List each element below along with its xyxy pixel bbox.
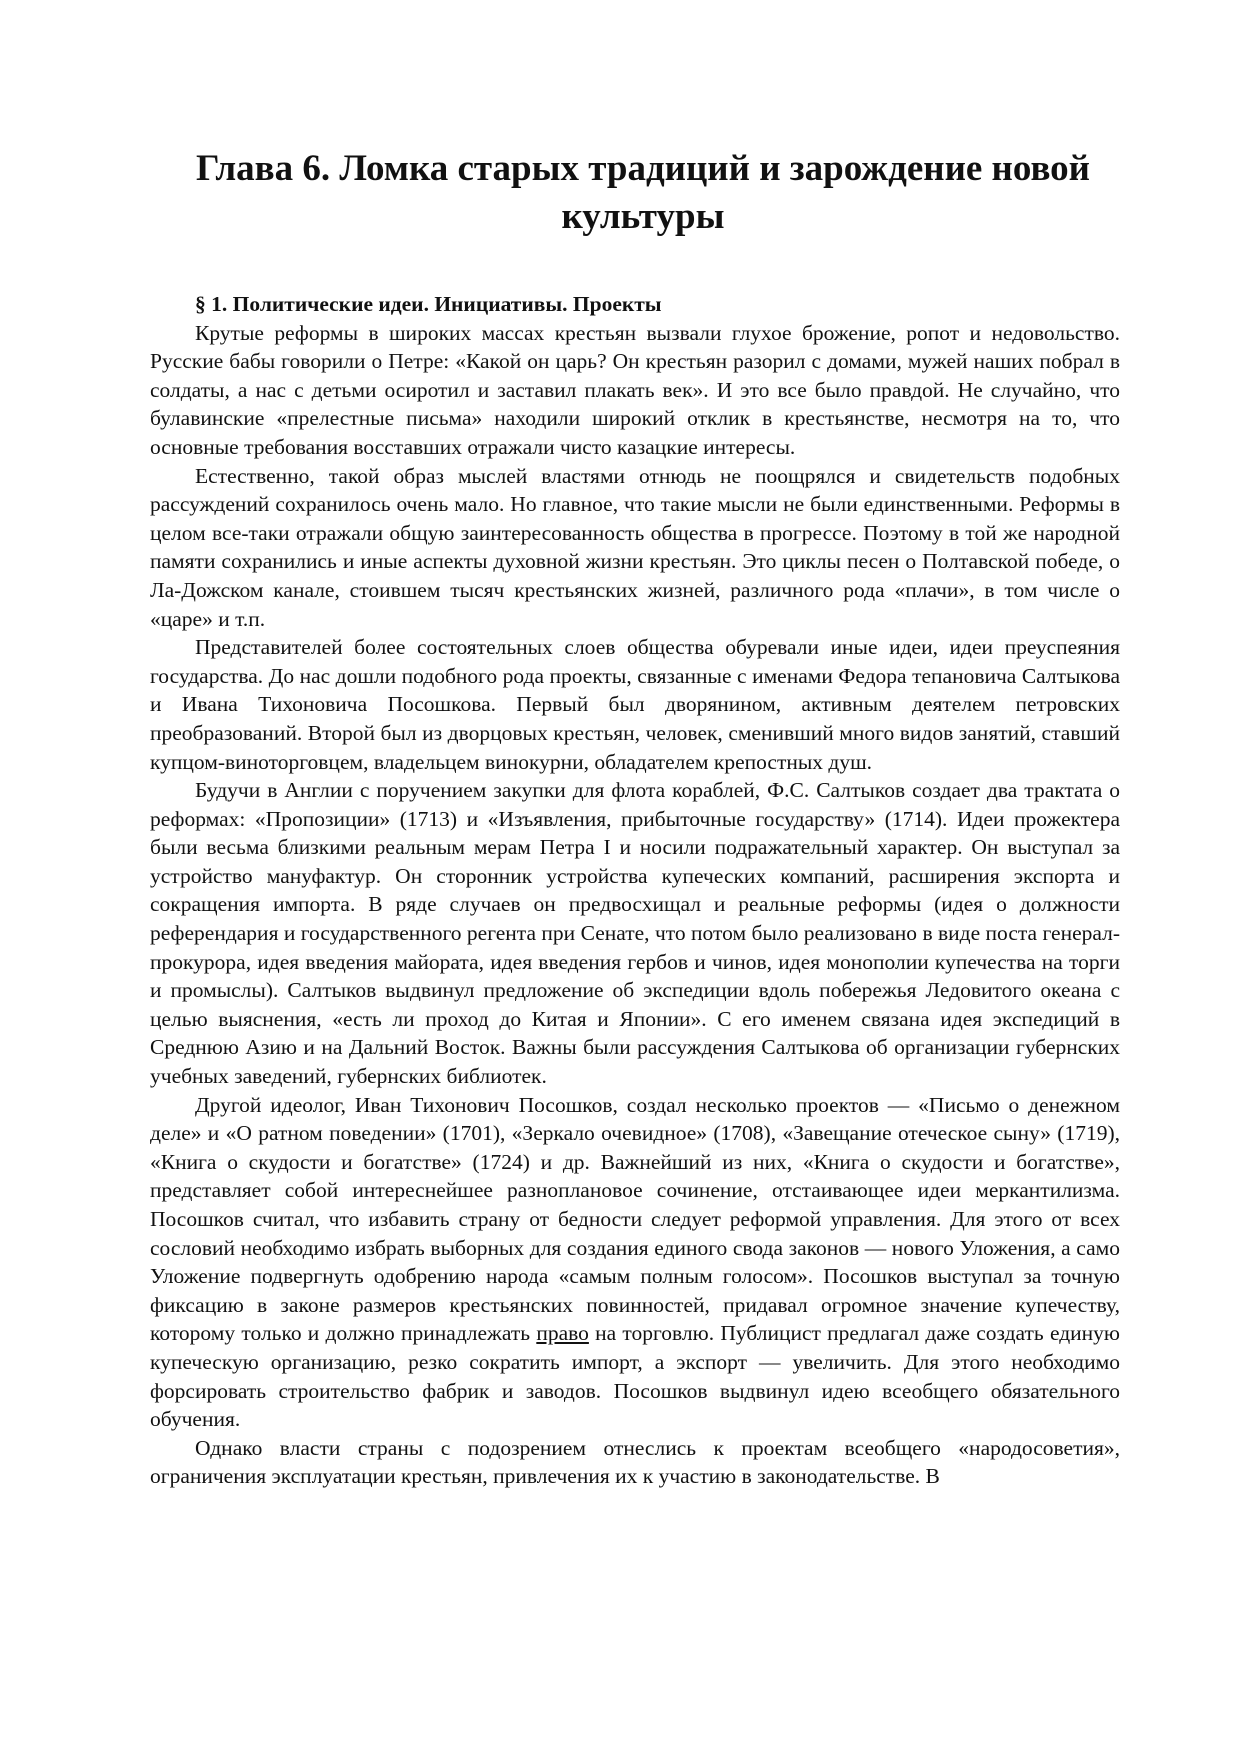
paragraph-1: Крутые реформы в широких массах крестьян вызвали глухое брожение, ропот и недовольство. Русские бабы говорили о Петре: «Какой он царь? Он крестьян разорил с домами, мужей наших побрал в солдаты, а нас с детьми осиротил и заставил плакать век». И это все было правдой. Не случайно, что булавинские «прелестные письма» находили широкий отклик в крестьянстве, несмотря на то, что основные требования восставших отражали чисто казацкие интересы. [150, 320, 1120, 459]
document-body [150, 290, 1120, 1491]
paragraph-2: Естественно, такой образ мыслей властями отнюдь не поощрялся и свидетельств подобных рассуждений сохранилось очень мало. Но главное, что такие мысли не были единственными. Реформы в целом все-таки отражали общую заинтересованность общества в прогрессе. Поэтому в той же народной памяти сохранились и иные аспекты духовной жизни крестьян. Это циклы песен о Полтавской победе, о Ла-Дожском канале, стоившем тысяч крестьянских жизней, различного рода «плачи», в том числе о «царе» и т.п. [150, 463, 1120, 631]
paragraph-5 [150, 1091, 1120, 1434]
paragraph-3: Представителей более состоятельных слоев общества обуревали иные идеи, идеи преуспеяния государства. До нас дошли подобного рода проекты, связанные с именами Федора тепановича Салтыкова и Ивана Тихоновича Посошкова. Первый был дворянином, активным деятелем петровских преобразований. Второй был из дворцовых крестьян, человек, сменивший много видов занятий, ставший купцом-виноторговцем, владельцем винокурни, обладателем крепостных душ. [150, 635, 1120, 774]
paragraph-6: Однако власти страны с подозрением отнеслись к проектам всеобщего «народосоветия», ограничения эксплуатации крестьян, привлечения их к участию в законодательстве. В [150, 1435, 1120, 1489]
paragraph-5-text-before: Другой идеолог, Иван Тихонович Посошков, создал несколько проектов — «Письмо о денежном деле» и «О ратном поведении» (1701), «Зеркало очевидное» (1708), «Завещание отеческое сыну» (1719), «Книга о скудости и богатстве» (1724) и др. Важнейший из них, «Книга о скудости и богатстве», представляет собой интереснейшее разноплановое сочинение, отстаивающее идеи меркантилизма. Посошков считал, что избавить страну от бедности следует реформой управления. Для этого от всех сословий необходимо избрать выборных для создания единого свода законов — нового Уложения, а само Уложение подвергнуть одобрению народа «самым полным голосом». Посошков выступал за точную фиксацию в законе размеров крестьянских повинностей, придавал огромное значение купечеству, которому только и должно принадлежать [150, 1092, 1120, 1346]
pravo-link[interactable]: право [536, 1321, 589, 1346]
paragraph-4: Будучи в Англии с поручением закупки для флота кораблей, Ф.С. Салтыков создает два трактата о реформах: «Пропозиции» (1713) и «Изъявления, прибыточные государству» (1714). Идеи прожектера были весьма близкими реальным мерам Петра I и носили подражательный характер. Он выступал за устройство мануфактур. Он сторонник устройства купеческих компаний, расширения экспорта и сокращения импорта. В ряде случаев он предвосхищал и реальные реформы (идея о должности референдария и государственного регента при Сенате, что потом было реализовано в виде поста генерал-прокурора, идея введения майората, идея введения гербов и чинов, идея монополии купечества на торги и промыслы). Салтыков выдвинул предложение об экспедиции вдоль побережья Ледовитого океана с целью выяснения, «есть ли проход до Китая и Японии». С его именем связана идея экспедиций в Среднюю Азию и на Дальний Восток. Важны были рассуждения Салтыкова об организации губернских учебных заведений, губернских библиотек. [150, 778, 1120, 1089]
paragraph-5-text-after: на торговлю. Публицист предлагал даже создать единую купеческую организацию, резко сократить импорт, а экспорт — увеличить. Для этого необходимо форсировать строительство фабрик и заводов. Посошков выдвинул идею всеобщего обязательного обучения. [150, 1321, 1120, 1432]
section-heading: § 1. Политические идеи. Инициативы. Проекты [195, 292, 662, 316]
chapter-title: Глава 6. Ломка старых традиций и зарождение новой культуры [195, 148, 1091, 237]
